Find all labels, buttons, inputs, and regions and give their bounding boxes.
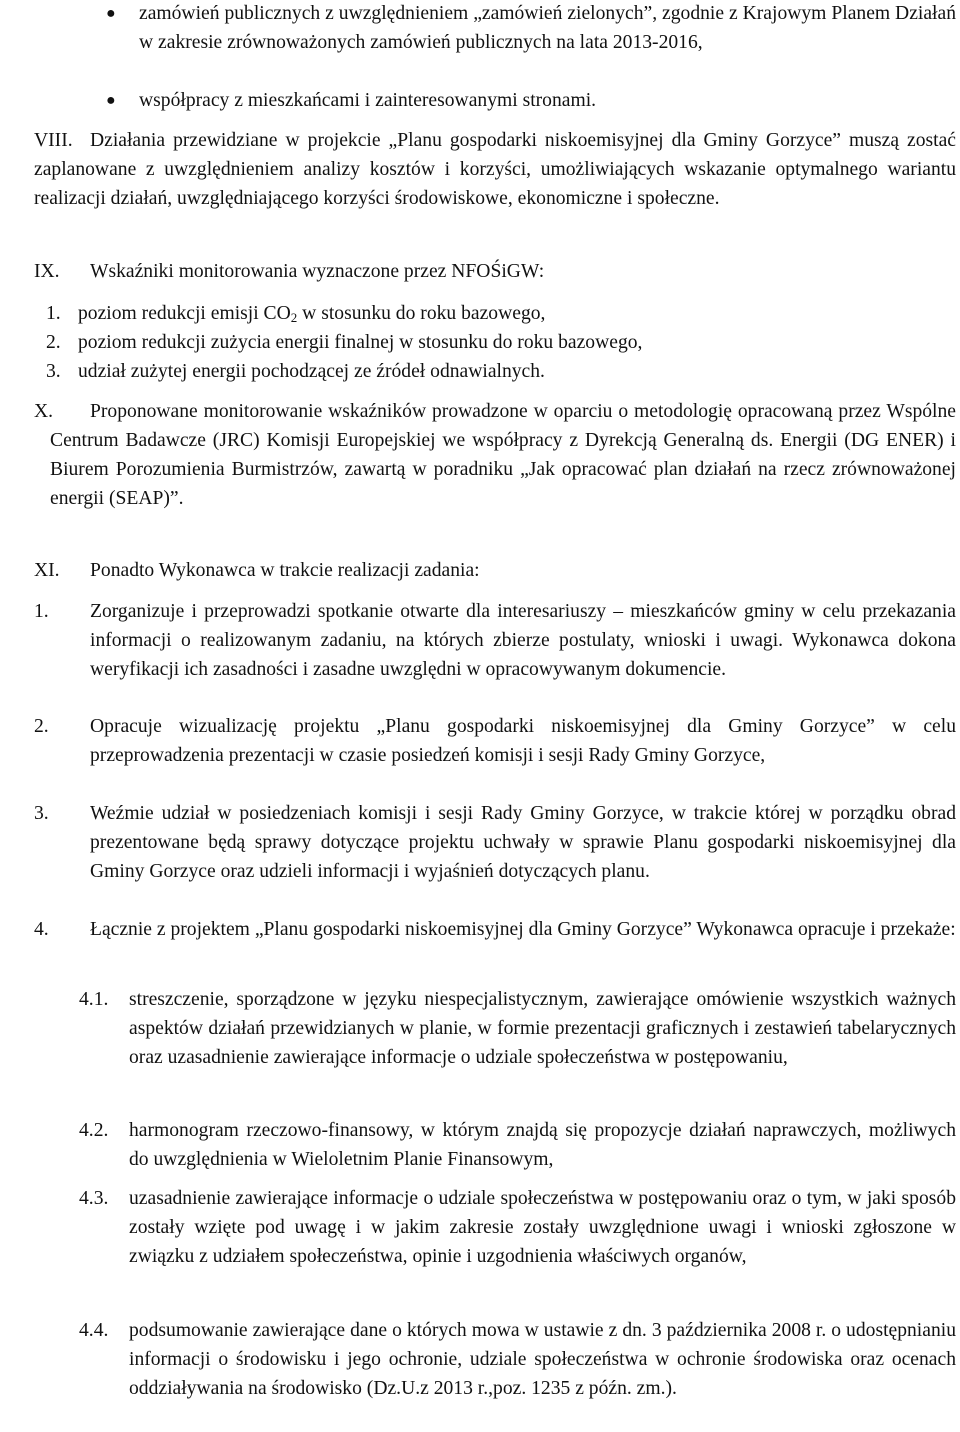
item-number: 4.1. <box>79 989 109 1010</box>
section-text: Ponadto Wykonawca w trakcie realizacji zadania: <box>90 560 480 581</box>
bullet-item <box>34 87 956 116</box>
section-number: XI. <box>34 560 60 581</box>
item-text: udział zużytej energii pochodzącej ze źródeł odnawialnych. <box>78 361 545 382</box>
item-number: 1. <box>34 601 49 622</box>
section-x <box>34 398 956 514</box>
deliverable-item <box>34 1117 956 1175</box>
section-text: Wskaźniki monitorowania wyznaczone przez NFOŚiGW: <box>90 261 545 282</box>
item-text: Zorganizuje i przeprowadzi spotkanie otwarte dla interesariuszy – mieszkańców gminy w celu przekazania informacji o realizowanym zadaniu, na których zbierze postulaty, wnioski i uwagi. Wykonawca dokona weryfikacji ich zasadności i zasadne uwzględni w opracowywanym dokumencie. <box>90 601 956 680</box>
section-number: X. <box>34 401 54 422</box>
indicator-item <box>34 358 956 387</box>
item-text: harmonogram rzeczowo-finansowy, w którym znajdą się propozycje działań naprawczych, możliwych do uwzględnienia w Wieloletnim Planie Finansowym, <box>129 1120 956 1170</box>
item-number: 4. <box>34 919 49 940</box>
deliverable-item <box>34 1317 956 1404</box>
item-text: podsumowanie zawierające dane o których mowa w ustawie z dn. 3 października 2008 r. o udostępnianiu informacji o środowisku i jego ochronie, udziale społeczeństwa w ochronie środowiska oraz ocenach oddziaływania na środowisko (Dz.U.z 2013 r.,poz. 1235 z późn. zm.). <box>129 1320 956 1399</box>
item-number: 1. <box>46 303 61 324</box>
section-number: VIII. <box>34 130 73 151</box>
task-item <box>34 800 956 887</box>
item-number: 2. <box>34 716 49 737</box>
bullet-item <box>34 0 956 58</box>
section-ix <box>34 258 956 287</box>
bullet-icon: ● <box>106 92 116 109</box>
item-number: 3. <box>46 361 61 382</box>
item-number: 2. <box>46 332 61 353</box>
indicator-item <box>34 300 956 329</box>
item-text: uzasadnienie zawierające informacje o udziale społeczeństwa w postępowaniu oraz o tym, w jaki sposób zostały wzięte pod uwagę i w jakim zakresie zostały uwzględnione uwagi i wnioski zgłoszone w związku z udziałem społeczeństwa, opinie i uzgodnienia właściwych organów, <box>129 1188 956 1267</box>
task-item <box>34 916 956 945</box>
item-text: Weźmie udział w posiedzeniach komisji i sesji Rady Gminy Gorzyce, w trakcie której w porządku obrad prezentowane będą sprawy dotyczące projektu uchwały w sprawie Planu gospodarki niskoemisyjnej dla Gminy Gorzyce oraz udzieli informacji i wyjaśnień dotyczących planu. <box>90 803 956 882</box>
task-item <box>34 713 956 771</box>
section-number: IX. <box>34 261 60 282</box>
section-text: Proponowane monitorowanie wskaźników prowadzone w oparciu o metodologię opracowaną przez Wspólne Centrum Badawcze (JRC) Komisji Europejskiej we współpracy z Dyrekcją Generalną ds. Energii (DG ENER) i Biurem Porozumienia Burmistrzów, zawartą w poradniku „Jak opracować plan działań na rzecz zrównoważonej energii (SEAP)”. <box>50 401 956 509</box>
section-viii <box>34 127 956 214</box>
bullet-text: współpracy z mieszkańcami i zainteresowanymi stronami. <box>139 90 597 111</box>
item-number: 4.4. <box>79 1320 109 1341</box>
item-number: 3. <box>34 803 49 824</box>
item-text: Łącznie z projektem „Planu gospodarki niskoemisyjnej dla Gminy Gorzyce” Wykonawca opracuje i przekaże: <box>90 919 956 940</box>
item-text: streszczenie, sporządzone w języku niespecjalistycznym, zawierające omówienie wszystkich ważnych aspektów działań przewidzianych w planie, w formie prezentacji graficznych i zestawień tabelarycznych oraz uzasadnienie zawierające informacje o udziale społeczeństwa w postępowaniu, <box>129 989 956 1068</box>
item-number: 4.3. <box>79 1188 109 1209</box>
section-xi <box>34 557 956 586</box>
section-text: Działania przewidziane w projekcie „Planu gospodarki niskoemisyjnej dla Gminy Gorzyce” muszą zostać zaplanowane z uwzględnieniem analizy kosztów i korzyści, umożliwiających wskazanie optymalnego wariantu realizacji działań, uwzględniającego korzyści środowiskowe, ekonomiczne i społeczne. <box>34 130 956 209</box>
item-text: poziom redukcji emisji $CO_2$ w stosunku do roku bazowego, <box>78 303 546 325</box>
item-text: Opracuje wizualizację projektu „Planu gospodarki niskoemisyjnej dla Gminy Gorzyce” w celu przeprowadzenia prezentacji w czasie posiedzeń komisji i sesji Rady Gminy Gorzyce, <box>90 716 956 766</box>
deliverable-item <box>34 1185 956 1272</box>
task-item <box>34 598 956 685</box>
indicator-item <box>34 329 956 358</box>
deliverable-item <box>34 986 956 1073</box>
item-text: poziom redukcji zużycia energii finalnej w stosunku do roku bazowego, <box>78 332 643 353</box>
bullet-text: zamówień publicznych z uwzględnieniem „zamówień zielonych”, zgodnie z Krajowym Planem Działań w zakresie zrównoważonych zamówień publicznych na lata 2013-2016, <box>139 3 956 53</box>
item-number: 4.2. <box>79 1120 109 1141</box>
bullet-icon: ● <box>106 5 116 22</box>
